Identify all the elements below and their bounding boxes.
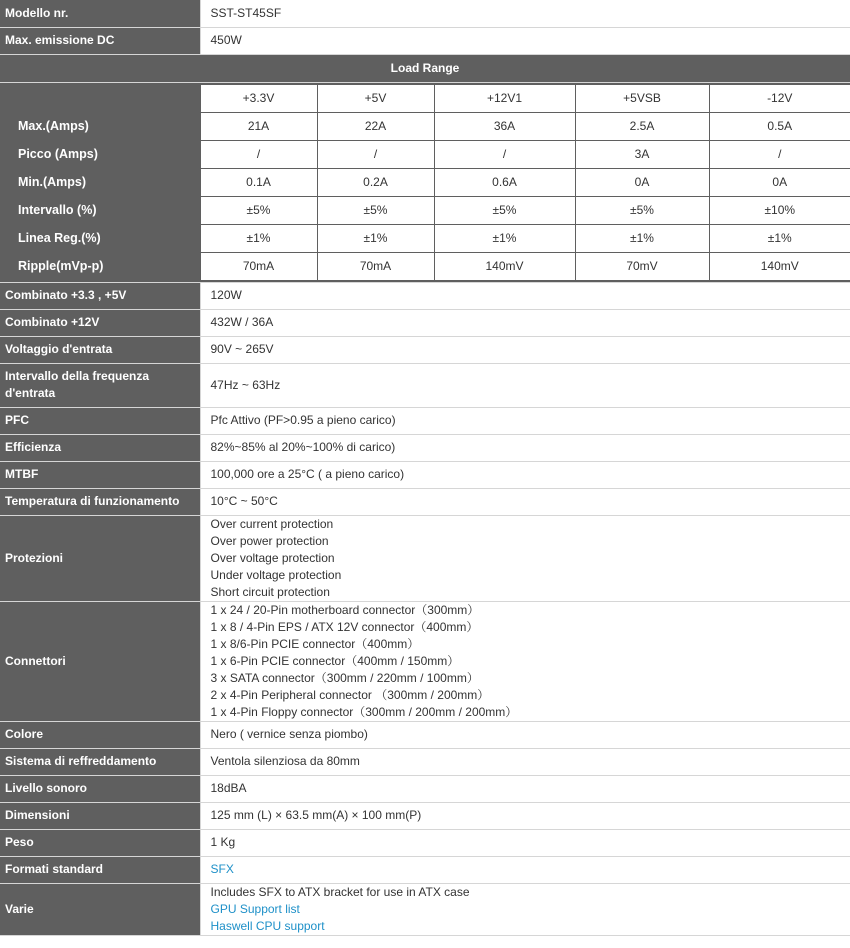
spec-label: Colore bbox=[0, 721, 200, 748]
load-range-row-label: Picco (Amps) bbox=[1, 140, 200, 168]
spec-value-line: 125 mm (L) × 63.5 mm(A) × 100 mm(P) bbox=[210, 808, 422, 822]
spec-row-voltaggio-d-entrata bbox=[0, 336, 850, 363]
load-range-column-header: +5V bbox=[317, 84, 434, 113]
load-range-row-picco-amps bbox=[1, 140, 850, 168]
spec-value bbox=[200, 515, 850, 601]
load-range-row-min-amps bbox=[1, 168, 850, 196]
spec-row-temperatura-di-funzionamento bbox=[0, 488, 850, 515]
spec-value-line: 120W bbox=[210, 288, 242, 302]
spec-row-mtbf bbox=[0, 461, 850, 488]
load-range-cell: 140mV bbox=[709, 252, 850, 281]
spec-value-line: 432W / 36A bbox=[210, 315, 274, 329]
spec-value-line: 1 x 24 / 20-Pin motherboard connector（300mm） bbox=[210, 602, 480, 617]
load-range-cell: / bbox=[317, 140, 434, 168]
load-range-cell: 140mV bbox=[434, 252, 575, 281]
spec-value bbox=[200, 434, 850, 461]
spec-row-sistema-di-reffreddamento bbox=[0, 748, 850, 775]
load-range-column-header: +12V1 bbox=[434, 84, 575, 113]
spec-value-line: Under voltage protection bbox=[210, 567, 342, 582]
spec-row-intervallo-della-frequenza-d-entrata bbox=[0, 363, 850, 407]
spec-value-line: Includes SFX to ATX bracket for use in ATX case bbox=[210, 884, 470, 899]
load-range-row-intervallo bbox=[1, 196, 850, 224]
load-range-cell: 70mA bbox=[317, 252, 434, 281]
spec-value bbox=[200, 336, 850, 363]
load-range-row-label: Ripple(mVp-p) bbox=[1, 252, 200, 281]
load-range-cell: ±5% bbox=[434, 196, 575, 224]
load-range-cell: / bbox=[200, 140, 317, 168]
spec-value-line: Nero ( vernice senza piombo) bbox=[210, 727, 368, 741]
load-range-row bbox=[0, 82, 850, 282]
spec-value-line: Over current protection bbox=[210, 516, 334, 531]
spec-value-line: 1 x 8/6-Pin PCIE connector（400mm） bbox=[210, 636, 420, 651]
spec-value bbox=[200, 601, 850, 721]
load-range-cell: 22A bbox=[317, 112, 434, 140]
load-range-cell: 0.6A bbox=[434, 168, 575, 196]
load-range-cell: / bbox=[434, 140, 575, 168]
load-range-row-label: Max.(Amps) bbox=[1, 112, 200, 140]
load-range-cell: ±5% bbox=[200, 196, 317, 224]
load-range-row-label: Min.(Amps) bbox=[1, 168, 200, 196]
spec-link-gpu-support-list[interactable]: GPU Support list bbox=[210, 901, 300, 916]
load-range-cell: 21A bbox=[200, 112, 317, 140]
spec-value bbox=[200, 856, 850, 883]
spec-value-line: 1 Kg bbox=[210, 835, 236, 849]
load-range-column-headers bbox=[1, 84, 850, 113]
load-range-cell: 2.5A bbox=[575, 112, 709, 140]
load-range-cell: ±1% bbox=[575, 224, 709, 252]
load-range-cell: ±1% bbox=[317, 224, 434, 252]
spec-value bbox=[200, 309, 850, 336]
load-range-row-ripple-mvp-p bbox=[1, 252, 850, 281]
spec-value-line: 1 x 8 / 4-Pin EPS / ATX 12V connector（400mm） bbox=[210, 619, 479, 634]
load-range-cell: ±5% bbox=[575, 196, 709, 224]
load-range-row-max-amps bbox=[1, 112, 850, 140]
spec-value bbox=[200, 488, 850, 515]
spec-value-line: 10°C ~ 50°C bbox=[210, 494, 278, 508]
spec-value-line: 90V ~ 265V bbox=[210, 342, 274, 356]
spec-value-line: 47Hz ~ 63Hz bbox=[210, 377, 281, 392]
load-range-cell: 36A bbox=[434, 112, 575, 140]
spec-value-line: 18dBA bbox=[210, 781, 247, 795]
load-range-row-linea-reg bbox=[1, 224, 850, 252]
spec-label: Combinato +12V bbox=[0, 309, 200, 336]
load-range-column-header: +3.3V bbox=[200, 84, 317, 113]
spec-value-line: Short circuit protection bbox=[210, 584, 330, 599]
spec-label: Max. emissione DC bbox=[0, 27, 200, 54]
spec-label: Combinato +3.3 , +5V bbox=[0, 282, 200, 309]
load-range-cell: 0A bbox=[709, 168, 850, 196]
load-range-column-header: -12V bbox=[709, 84, 850, 113]
spec-link-sfx[interactable]: SFX bbox=[210, 862, 234, 876]
spec-label: Connettori bbox=[0, 601, 200, 721]
spec-value-line: 2 x 4-Pin Peripheral connector （300mm / 200mm） bbox=[210, 687, 490, 702]
spec-value bbox=[200, 748, 850, 775]
spec-value bbox=[200, 461, 850, 488]
load-range-header bbox=[0, 54, 850, 82]
spec-value-line: 1 x 6-Pin PCIE connector（400mm / 150mm） bbox=[210, 653, 460, 668]
spec-value-line: Over voltage protection bbox=[210, 550, 335, 565]
spec-row-livello-sonoro bbox=[0, 775, 850, 802]
load-range-cell: 70mV bbox=[575, 252, 709, 281]
spec-link-haswell-cpu-support[interactable]: Haswell CPU support bbox=[210, 918, 325, 933]
spec-row-model bbox=[0, 0, 850, 27]
spec-label: Formati standard bbox=[0, 856, 200, 883]
spec-row-varie bbox=[0, 883, 850, 935]
spec-row-efficienza bbox=[0, 434, 850, 461]
spec-row-combinato-12v bbox=[0, 309, 850, 336]
spec-value-line: 3 x SATA connector（300mm / 220mm / 100mm） bbox=[210, 670, 479, 685]
spec-value: 450W bbox=[200, 27, 850, 54]
spec-label: Dimensioni bbox=[0, 802, 200, 829]
spec-label: Livello sonoro bbox=[0, 775, 200, 802]
spec-value-line: Over power protection bbox=[210, 533, 329, 548]
load-range-column-header: +5VSB bbox=[575, 84, 709, 113]
spec-value-line: Pfc Attivo (PF>0.95 a pieno carico) bbox=[210, 413, 396, 427]
load-range-cell: 0.2A bbox=[317, 168, 434, 196]
load-range-title: Load Range bbox=[0, 54, 850, 82]
spec-row-max-output bbox=[0, 27, 850, 54]
spec-label: Intervallo della frequenza d'entrata bbox=[0, 363, 200, 407]
spec-value bbox=[200, 802, 850, 829]
spec-row-peso bbox=[0, 829, 850, 856]
spec-row-dimensioni bbox=[0, 802, 850, 829]
load-range-cell: ±1% bbox=[434, 224, 575, 252]
load-range-cell: ±1% bbox=[709, 224, 850, 252]
spec-label: Varie bbox=[0, 883, 200, 935]
spec-label: Voltaggio d'entrata bbox=[0, 336, 200, 363]
spec-value-line: 82%~85% al 20%~100% di carico) bbox=[210, 440, 396, 454]
spec-row-connettori bbox=[0, 601, 850, 721]
spec-label: Modello nr. bbox=[0, 0, 200, 27]
spec-value bbox=[200, 407, 850, 434]
spec-label: Efficienza bbox=[0, 434, 200, 461]
load-range-cell: 0.5A bbox=[709, 112, 850, 140]
spec-row-pfc bbox=[0, 407, 850, 434]
load-range-cell: 0.1A bbox=[200, 168, 317, 196]
spec-value: SST-ST45SF bbox=[200, 0, 850, 27]
load-range-table bbox=[0, 83, 850, 282]
spec-value bbox=[200, 282, 850, 309]
spec-row-colore bbox=[0, 721, 850, 748]
load-range-cell: 3A bbox=[575, 140, 709, 168]
spec-row-combinato-3-3-5v bbox=[0, 282, 850, 309]
load-range-row-label: Linea Reg.(%) bbox=[1, 224, 200, 252]
spec-value bbox=[200, 721, 850, 748]
spec-value bbox=[200, 829, 850, 856]
spec-value bbox=[200, 363, 850, 407]
load-range-cell: ±5% bbox=[317, 196, 434, 224]
load-range-cell: 70mA bbox=[200, 252, 317, 281]
spec-value-line: Ventola silenziosa da 80mm bbox=[210, 754, 360, 768]
spec-label: MTBF bbox=[0, 461, 200, 488]
spec-value-line: 100,000 ore a 25°C ( a pieno carico) bbox=[210, 467, 405, 481]
load-range-cell: 0A bbox=[575, 168, 709, 196]
spec-label: Peso bbox=[0, 829, 200, 856]
spec-row-formati-standard bbox=[0, 856, 850, 883]
spec-label: Temperatura di funzionamento bbox=[0, 488, 200, 515]
spec-row-protezioni bbox=[0, 515, 850, 601]
spec-value bbox=[200, 775, 850, 802]
load-range-cell: ±10% bbox=[709, 196, 850, 224]
spec-value bbox=[200, 883, 850, 935]
spec-label: PFC bbox=[0, 407, 200, 434]
spec-value-line: 1 x 4-Pin Floppy connector（300mm / 200mm / 200mm） bbox=[210, 704, 518, 719]
load-range-corner bbox=[1, 84, 200, 113]
load-range-cell: / bbox=[709, 140, 850, 168]
spec-label: Sistema di reffreddamento bbox=[0, 748, 200, 775]
load-range-cell: ±1% bbox=[200, 224, 317, 252]
spec-label: Protezioni bbox=[0, 515, 200, 601]
load-range-row-label: Intervallo (%) bbox=[1, 196, 200, 224]
